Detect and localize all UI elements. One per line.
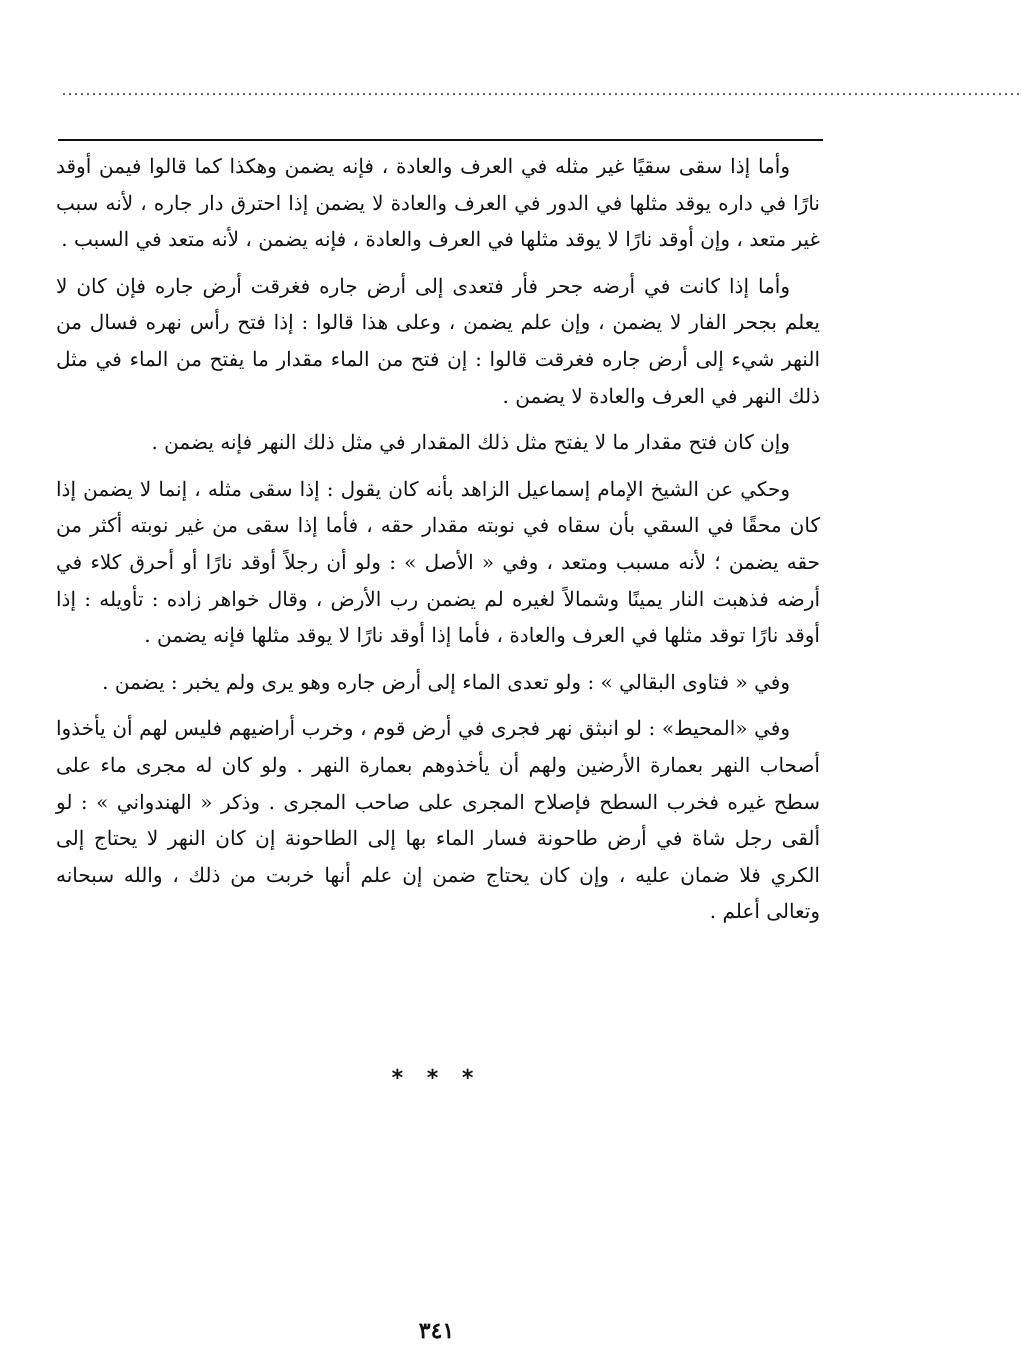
header-rule [58,139,823,141]
page-number: ٣٤١ [418,1318,455,1344]
paragraph: وإن كان فتح مقدار ما لا يفتح مثل ذلك المقدار في مثل ذلك النهر فإنه يضمن . [151,430,790,455]
paragraph: وفي « فتاوى البقالي » : ولو تعدى الماء إلى أرض جاره وهو يرى ولم يخبر : يضمن . [102,669,790,694]
header-dotted-line: ................................................................................................................................................................ [62,82,1022,99]
paragraph: وحكي عن الشيخ الإمام إسماعيل الزاهد بأنه كان يقول : إذا سقى مثله ، إنما لا يضمن إذا كان محقًا في السقي بأن سقاه في نوبته مقدار حقه ، فأما إذا سقى من غير نوبته أكثر من حقه يضمن ؛ لأنه مسبب ومتعد ، وفي « الأصل » : ولو أن رجلاً أوقد نارًا أو أحرق كلاء في أرضه فذهبت النار يمينًا وشمالاً لغيره لم يضمن رب الأرض ، وقال خواهر زاده : تأويله : إذا أوقد نارًا توقد مثلها في العرف والعادة ، فأما إذا أوقد نارًا لا يوقد مثلها فإنه يضمن . [56,476,820,648]
paragraph: وأما إذا سقى سقيًا غير مثله في العرف والعادة ، فإنه يضمن وهكذا كما قالوا فيمن أوقد نارًا في داره يوقد مثلها في الدور في العرف والعادة لا يضمن إذا احترق دار جاره ، لأنه سبب غير متعد ، وإن أوقد نارًا لا يوقد مثلها في العرف والعادة ، فإنه يضمن ، لأنه متعد في السبب . [56,154,820,252]
page-body [56,148,820,940]
paragraph: وفي «المحيط» : لو انبثق نهر فجرى في أرض قوم ، وخرب أراضيهم فليس لهم أن يأخذوا أصحاب النهر بعمارة الأرضين ولهم أن يأخذوهم بعمارة النهر . ولو كان له مجرى ماء على سطح غيره فخرب السطح فإصلاح المجرى على صاحب المجرى . وذكر « الهندواني » : لو ألقى رجل شاة في أرض طاحونة فسار الماء بها إلى الطاحونة إن كان النهر لا يحتاج إلى الكري فلا ضمان عليه ، وإن كان يحتاج ضمن إن علم أنها خربت من ذلك ، والله سبحانه وتعالى أعلم . [56,716,820,924]
section-separator: * * * [391,1066,482,1091]
paragraph: وأما إذا كانت في أرضه جحر فأر فتعدى إلى أرض جاره فغرقت أرض جاره فإن كان لا يعلم بجحر الفار لا يضمن ، وإن علم يضمن ، وعلى هذا قالوا : إذا فتح رأس نهره فسال من النهر شيء إلى أرض جاره فغرقت قالوا : إن فتح من الماء مقدار ما يفتح من الماء في مثل ذلك النهر في العرف والعادة لا يضمن . [56,273,820,408]
